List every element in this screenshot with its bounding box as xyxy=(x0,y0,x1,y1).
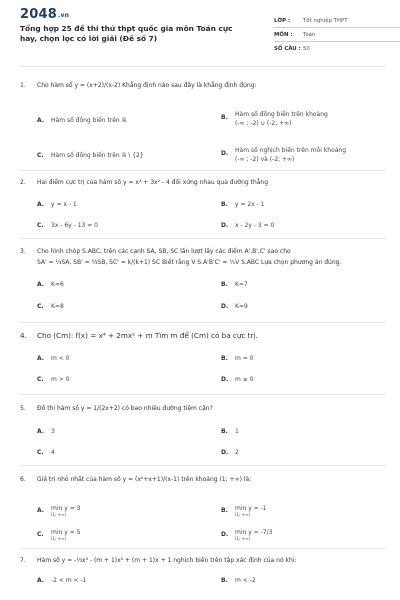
question-number: 7. xyxy=(20,557,26,564)
option-b[interactable] xyxy=(221,577,381,585)
meta-row-subject xyxy=(274,28,400,42)
meta-key: LỚP : xyxy=(274,17,291,24)
option-b[interactable] xyxy=(221,201,381,209)
question-divider xyxy=(20,548,386,549)
option-text: Hàm số đồng biến trên khoảng xyxy=(235,111,328,118)
option-text: m ≥ 0 xyxy=(235,376,254,383)
option-letter: B. xyxy=(221,355,228,362)
option-b[interactable] xyxy=(221,428,381,436)
option-letter: C. xyxy=(37,531,44,538)
question-number: 6. xyxy=(20,476,26,483)
site-logo[interactable] xyxy=(20,7,69,22)
option-text: y = x - 1 xyxy=(51,201,77,208)
question-5 xyxy=(20,405,386,456)
question-number: 4. xyxy=(20,331,27,340)
meta-key: MÔN : xyxy=(274,31,293,38)
option-d[interactable] xyxy=(221,449,381,457)
option-letter: D. xyxy=(221,222,229,229)
question-text: Cho hàm số y = (x+2)/(x-2) Khẳng định nào sau đây là khẳng định đúng: xyxy=(37,82,257,89)
option-subscript: (1; +∞) xyxy=(235,536,250,541)
question-number: 1. xyxy=(20,82,26,89)
option-text: K=8 xyxy=(51,303,64,310)
option-d[interactable] xyxy=(221,376,381,384)
option-text: 1 xyxy=(235,428,239,435)
option-letter: B. xyxy=(221,577,228,584)
option-letter: C. xyxy=(37,222,44,229)
option-letter: A. xyxy=(37,355,45,362)
option-letter: C. xyxy=(37,152,44,159)
option-text: Hàm số nghịch biến trên mỗi khoảng xyxy=(235,147,347,154)
option-text: min y = -7/3 xyxy=(235,529,273,536)
option-letter: A. xyxy=(37,577,45,584)
option-text: min y = 5 xyxy=(51,529,81,536)
option-letter: A. xyxy=(37,281,45,288)
option-letter: A. xyxy=(37,428,45,435)
option-text: m > 0 xyxy=(51,376,70,383)
option-text: K=9 xyxy=(235,303,248,310)
option-letter: D. xyxy=(221,376,229,383)
option-subscript: (1; +∞) xyxy=(51,512,66,517)
header-divider xyxy=(20,66,386,67)
question-1 xyxy=(20,82,386,163)
option-letter: C. xyxy=(37,449,44,456)
option-letter: D. xyxy=(221,449,229,456)
page-title: Tổng hợp 25 đề thi thử thpt quốc gia môn Toán cực hay, chọn lọc có lời giải (Đề số 7) xyxy=(20,24,233,43)
question-divider xyxy=(20,394,386,395)
option-text: min y = 3 xyxy=(51,505,81,512)
option-b[interactable] xyxy=(221,506,381,518)
option-c[interactable] xyxy=(37,449,197,457)
option-subscript: (1; +∞) xyxy=(51,536,66,541)
option-text: 2 xyxy=(235,449,239,456)
meta-row-count xyxy=(274,42,400,56)
question-number: 3. xyxy=(20,248,26,255)
option-c[interactable] xyxy=(37,222,197,230)
option-text: m < -2 xyxy=(235,577,256,584)
option-text: Hàm số đồng biến trên ℝ \ {2} xyxy=(51,152,144,159)
option-text: K=6 xyxy=(51,281,64,288)
option-letter: B. xyxy=(221,281,228,288)
option-c[interactable] xyxy=(37,152,197,160)
option-letter: A. xyxy=(37,117,45,124)
question-text: Hai điểm cực trị của hàm số y = x³ + 3x² - 4 đối xứng nhau qua đường thẳng xyxy=(37,179,269,186)
question-text-line2: SA' = ⅓SA, SB' = ⅔SB, SC' = k/(k+1) SC Biết rằng V S.A'B'C' = ⅕V S.ABC Lựa chọn phương án đúng. xyxy=(37,259,342,266)
question-2 xyxy=(20,179,386,229)
question-6 xyxy=(20,476,386,541)
option-c[interactable] xyxy=(37,303,197,311)
option-a[interactable] xyxy=(37,428,197,436)
option-b[interactable] xyxy=(221,355,381,363)
option-text: -2 < m < -1 xyxy=(51,577,87,584)
meta-value: Tốt nghiệp THPT xyxy=(303,17,348,24)
option-a[interactable] xyxy=(37,281,197,289)
option-text-line2: (-∞ ; -2) và (-2; +∞) xyxy=(235,156,295,163)
question-number: 5. xyxy=(20,405,26,412)
option-letter: B. xyxy=(221,201,228,208)
option-letter: B. xyxy=(221,428,228,435)
option-d[interactable] xyxy=(221,222,381,230)
option-a[interactable] xyxy=(37,201,197,209)
option-text: m = 0 xyxy=(235,355,254,362)
option-text: Hàm số đồng biến trên ℝ xyxy=(51,117,127,124)
option-text: min y = -1 xyxy=(235,505,267,512)
option-subscript: (1; +∞) xyxy=(235,512,250,517)
option-letter: A. xyxy=(37,507,45,514)
option-c[interactable] xyxy=(37,376,197,384)
meta-key: SỐ CÂU : xyxy=(274,46,301,52)
option-letter: D. xyxy=(221,150,229,157)
logo-suffix: .vn xyxy=(57,12,70,19)
option-d[interactable] xyxy=(221,303,381,311)
option-letter: D. xyxy=(221,531,229,538)
option-c[interactable] xyxy=(37,530,197,542)
option-letter: C. xyxy=(37,376,44,383)
question-text: Cho hình chóp S.ABC, trên các cạnh SA, SB, SC lần lượt lấy các điểm A',B',C' sao cho xyxy=(37,248,291,255)
option-text: K=7 xyxy=(235,281,248,288)
option-text: 3 xyxy=(51,428,55,435)
header xyxy=(20,0,386,64)
question-3 xyxy=(20,248,386,310)
option-letter: B. xyxy=(221,114,228,121)
option-a[interactable] xyxy=(37,577,197,585)
option-text: 4 xyxy=(51,449,55,456)
option-letter: B. xyxy=(221,507,228,514)
question-text: Giá trị nhỏ nhất của hàm số y = (x²+x+1)/(x-1) trên khoảng (1; +∞) là: xyxy=(37,476,252,483)
exam-meta-table xyxy=(274,14,400,56)
question-text: Hàm số y = -⅓x³ - (m + 1)x² + (m + 1)x + 1 nghịch biến trên tập xác định của nó khi: xyxy=(37,557,297,564)
option-d[interactable] xyxy=(221,530,381,542)
question-divider xyxy=(20,238,386,239)
question-4 xyxy=(20,331,386,383)
meta-row-class xyxy=(274,14,400,28)
option-d[interactable] xyxy=(221,146,381,164)
option-text: m < 0 xyxy=(51,355,70,362)
meta-value: Toán xyxy=(303,31,316,38)
option-b[interactable] xyxy=(221,110,381,128)
question-7 xyxy=(20,557,386,584)
meta-value: 50 xyxy=(303,46,310,52)
question-number: 2. xyxy=(20,179,26,186)
option-b[interactable] xyxy=(221,281,381,289)
option-letter: D. xyxy=(221,303,229,310)
option-text-line2: (-∞ ; -2) ∪ (-2; +∞) xyxy=(235,120,292,127)
question-divider xyxy=(20,170,386,171)
question-divider xyxy=(20,465,386,466)
question-divider xyxy=(20,322,386,323)
option-a[interactable] xyxy=(37,506,197,518)
logo-text: 2048 xyxy=(20,7,57,22)
option-letter: C. xyxy=(37,303,44,310)
option-text: 3x - 6y - 13 = 0 xyxy=(51,222,98,229)
option-a[interactable] xyxy=(37,117,197,125)
option-a[interactable] xyxy=(37,355,197,363)
question-text: Cho (Cm): f(x) = x⁴ + 2mx² + m Tìm m để (Cm) có ba cực trị. xyxy=(37,331,258,340)
question-text: Đồ thị hàm số y = 1/(2x+2) có bao nhiêu đường tiệm cận? xyxy=(37,405,213,412)
option-text: y = 2x - 1 xyxy=(235,201,265,208)
option-letter: A. xyxy=(37,201,45,208)
option-text: x - 2y - 3 = 0 xyxy=(235,222,275,229)
